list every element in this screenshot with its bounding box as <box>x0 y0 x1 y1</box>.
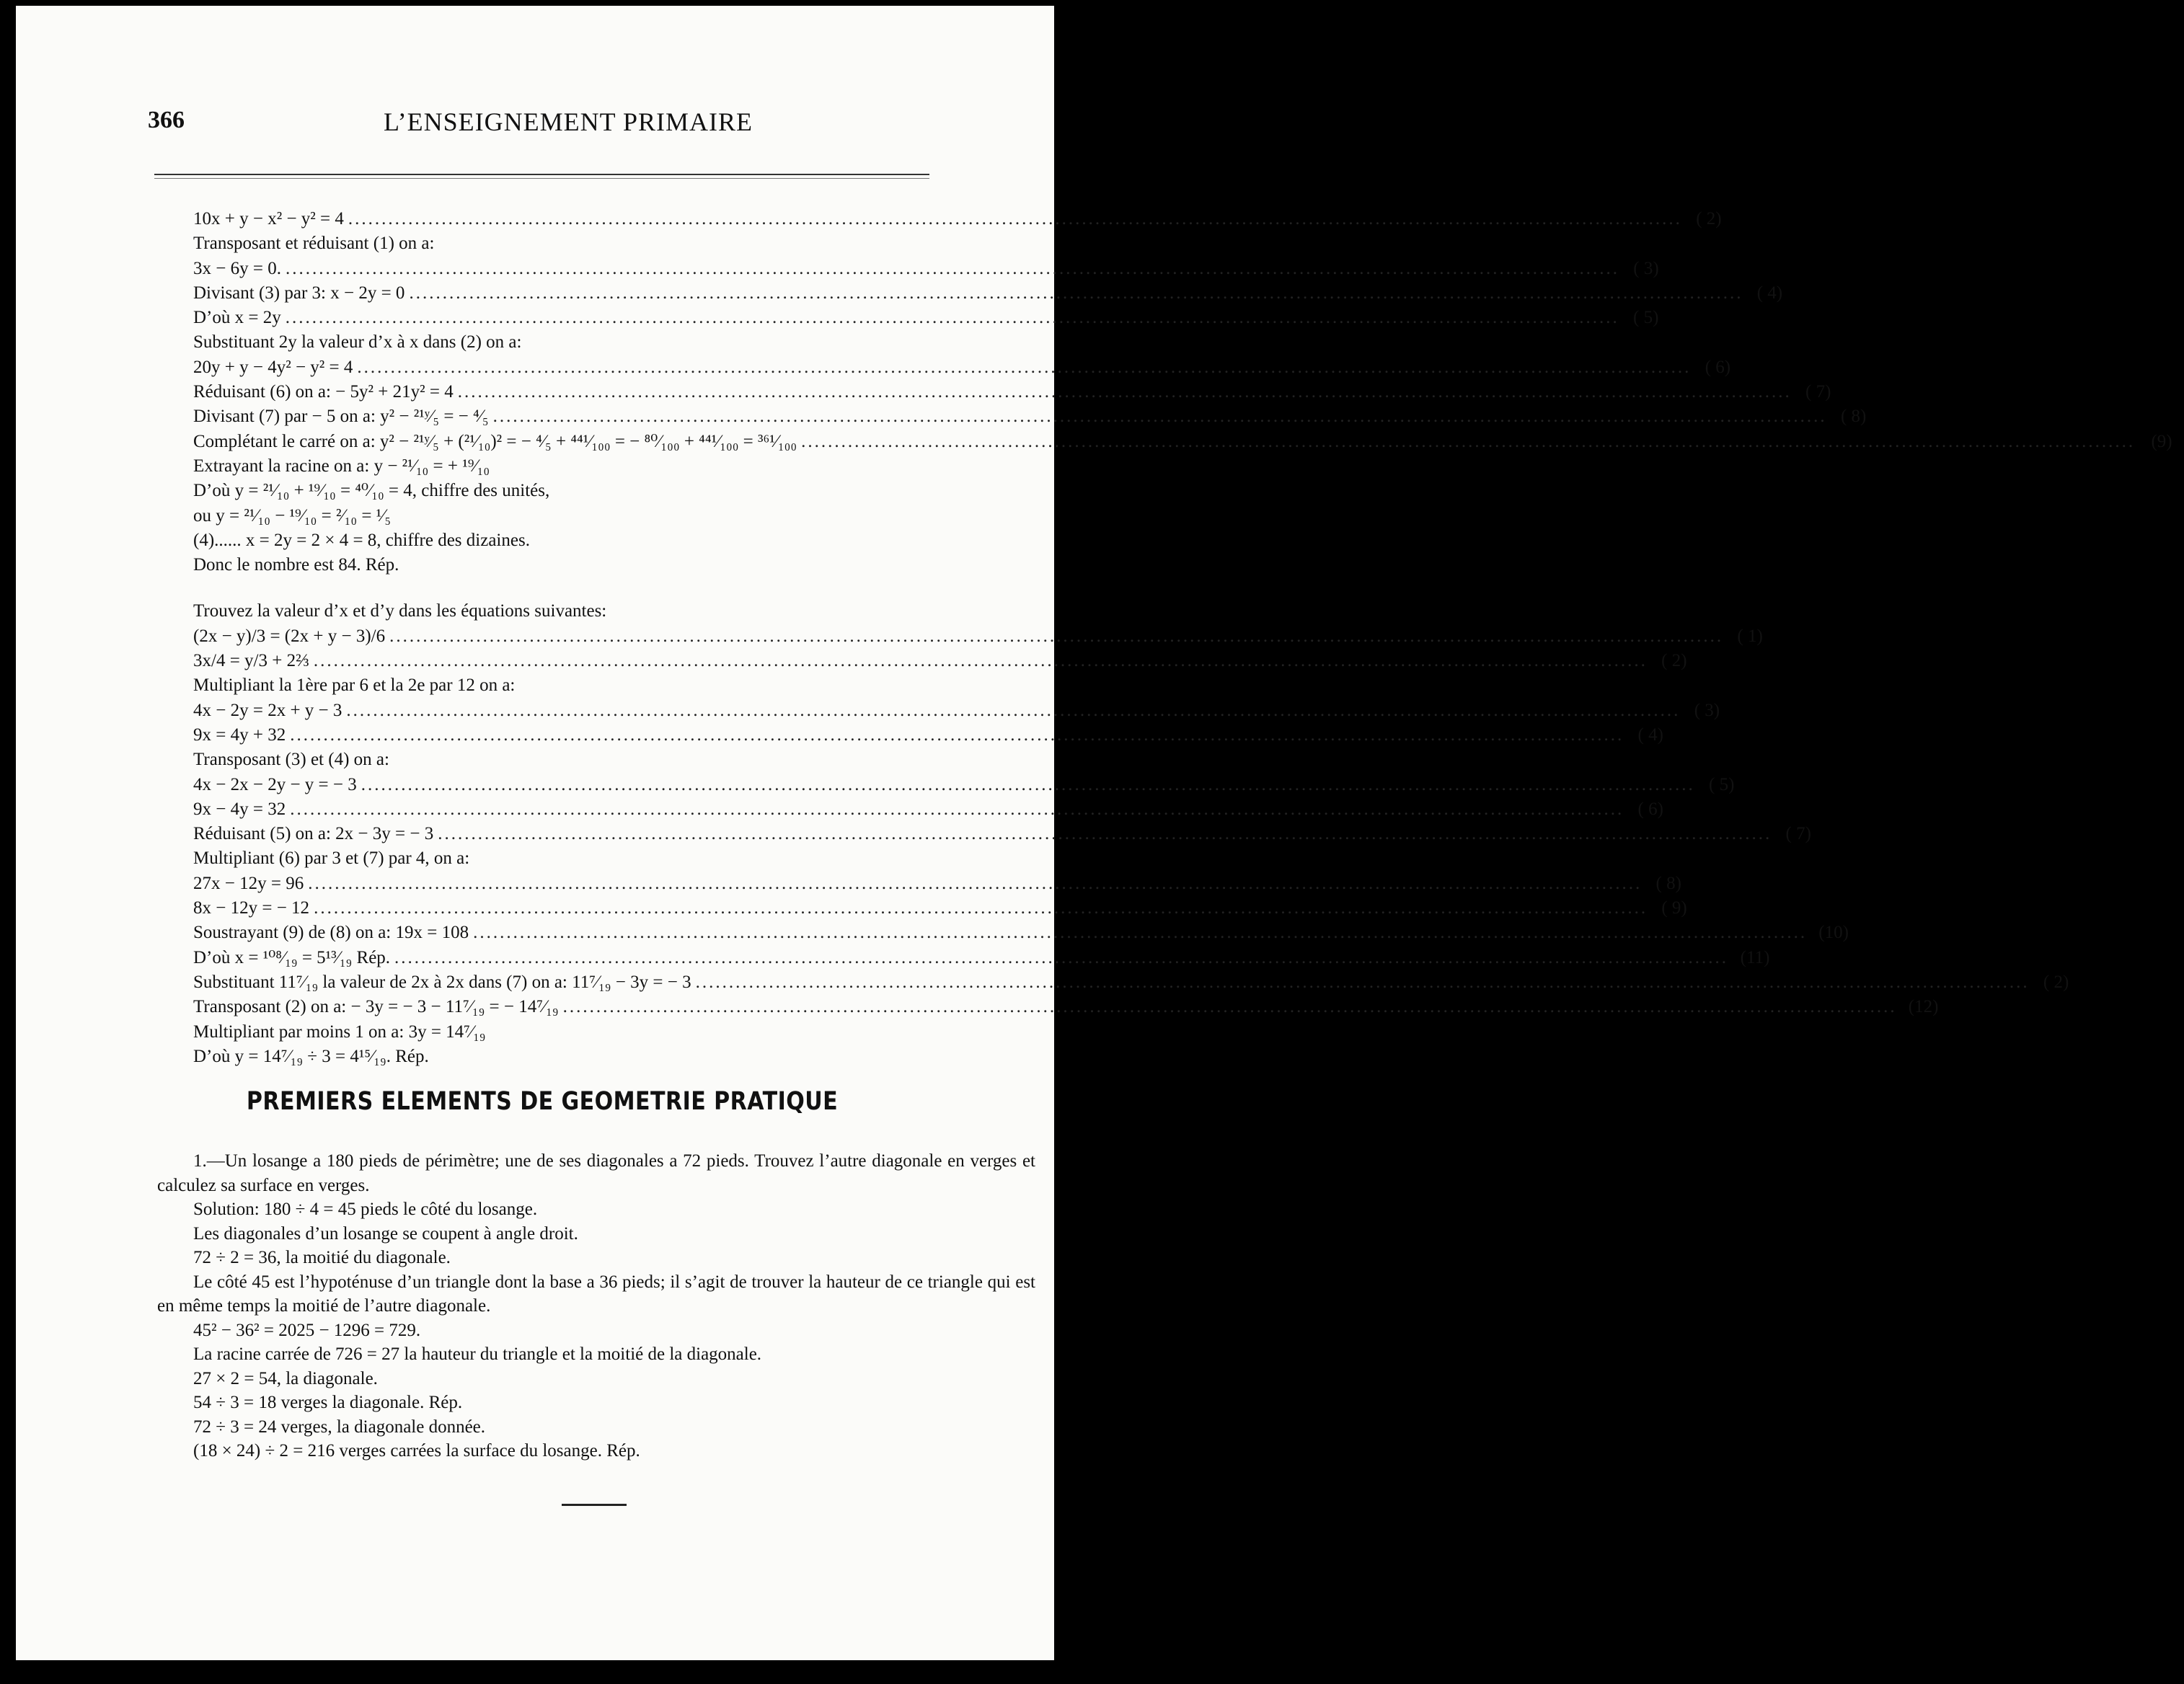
equation-number: (12) <box>1908 997 1939 1017</box>
equation-number: (10) <box>1818 923 1849 943</box>
equation-line <box>193 921 1849 945</box>
equation-number: ( 4) <box>1756 283 1783 303</box>
equation-line <box>193 797 1663 822</box>
line-text: 9x = 4y + 32 <box>193 724 286 745</box>
problem-2-solution <box>193 599 2069 1069</box>
dot-leader: ........................................................................................................................................................................................................ <box>457 382 1792 402</box>
equation-line <box>193 872 1681 896</box>
line-text: 8x − 12y = − 12 <box>193 898 310 918</box>
equation-line <box>193 306 1659 330</box>
equation-number: ( 4) <box>1637 724 1663 745</box>
equation-number: (11) <box>1740 947 1770 967</box>
line-text: Donc le nombre est 84. Rép. <box>193 555 399 575</box>
line-text: Transposant (2) on a: − 3y = − 3 − 11⁷⁄₁₉ = − 14⁷⁄₁₉ <box>193 997 559 1017</box>
equation-line <box>193 1045 936 1069</box>
line-text: Multipliant par moins 1 on a: 3y = 14⁷⁄₁₉ <box>193 1022 486 1042</box>
equation-number: (9) <box>2151 431 2172 451</box>
dot-leader: ........................................................................................................................................................................................................ <box>361 774 1695 794</box>
geometry-paragraph: 54 ÷ 3 = 18 verges la diagonale. Rép. <box>193 1393 463 1412</box>
equation-line <box>193 699 1720 723</box>
equation-line <box>193 404 1867 429</box>
equation-line <box>193 207 1722 231</box>
line-text: (2x − y)/3 = (2x + y − 3)/6 <box>193 626 386 646</box>
line-text: 10x + y − x² − y² = 4 <box>193 209 344 229</box>
dot-leader: ........................................................................................................................................................................................................ <box>492 407 1827 427</box>
line-text: D’où y = ²¹⁄₁₀ + ¹⁹⁄₁₀ = ⁴⁰⁄₁₀ = 4, chiffre des unités, <box>193 481 550 501</box>
equation-number: ( 2) <box>2043 972 2069 992</box>
equation-line <box>193 822 1811 846</box>
line-text: Substituant 11⁷⁄₁₉ la valeur de 2x à 2x dans (7) on a: 11⁷⁄₁₉ − 3y = − 3 <box>193 972 691 992</box>
line-text: Réduisant (5) on a: 2x − 3y = − 3 <box>193 824 434 844</box>
geometry-paragraph: La racine carrée de 726 = 27 la hauteur du triangle et la moitié de la diagonale. <box>193 1344 762 1364</box>
line-text: ou y = ²¹⁄₁₀ − ¹⁹⁄₁₀ = ²⁄₁₀ = ¹⁄₅ <box>193 505 392 526</box>
equation-line <box>193 355 1731 380</box>
equation-number: ( 8) <box>1655 873 1681 893</box>
equation-line <box>193 454 936 479</box>
equation-line <box>193 946 1770 970</box>
geometry-paragraph: Les diagonales d’un losange se coupent à angle droit. <box>193 1223 578 1244</box>
dot-leader: ........................................................................................................................................................................................................ <box>695 972 2030 992</box>
line-text: Extrayant la racine on a: y − ²¹⁄₁₀ = + ¹⁹⁄₁₀ <box>193 456 490 476</box>
equation-line <box>193 231 936 256</box>
geometry-paragraph: Le côté 45 est l’hypoténuse d’un triangle dont la base a 36 pieds; il s’agit de trouver la hauteur de ce triangle qui est en même temps la moitié de l’autre diagonale. <box>157 1272 1035 1316</box>
equation-number: ( 6) <box>1637 799 1663 819</box>
line-text: Divisant (7) par − 5 on a: y² − ²¹ʸ⁄₅ = − ⁴⁄₅ <box>193 407 489 427</box>
line-text: Transposant et réduisant (1) on a: <box>193 234 435 254</box>
equation-line <box>193 723 1663 748</box>
equation-line <box>193 649 1687 673</box>
geometry-paragraph: (18 × 24) ÷ 2 = 216 verges carrées la surface du losange. Rép. <box>193 1441 640 1461</box>
dot-leader: ........................................................................................................................................................................................................ <box>290 724 1624 745</box>
running-title: L’ENSEIGNEMENT PRIMAIRE <box>384 107 753 136</box>
equation-line <box>193 896 1687 921</box>
line-text: (4)...... x = 2y = 2 × 4 = 8, chiffre des dizaines. <box>193 530 530 550</box>
line-text: 3x/4 = y/3 + 2⅔ <box>193 651 309 671</box>
dot-leader: ........................................................................................................................................................................................................ <box>314 898 1648 918</box>
line-text: 9x − 4y = 32 <box>193 799 286 819</box>
header-rule-thin <box>154 178 929 179</box>
equation-number: ( 5) <box>1633 308 1659 328</box>
line-text: Substituant 2y la valeur d’x à x dans (2) on a: <box>193 332 522 353</box>
line-text: Trouvez la valeur d’x et d’y dans les équations suivantes: <box>193 601 607 621</box>
equation-line <box>193 553 936 577</box>
line-text: D’où x = 2y <box>193 308 281 328</box>
dot-leader: ........................................................................................................................................................................................................ <box>473 923 1808 943</box>
equation-lines <box>193 207 2172 1069</box>
dot-leader: ........................................................................................................................................................................................................ <box>801 431 2136 451</box>
page-header <box>16 107 1054 150</box>
equation-line <box>193 970 2069 995</box>
line-text: D’où x = ¹⁰⁸⁄₁₉ = 5¹³⁄₁₉ Rép. <box>193 947 391 967</box>
dot-leader: ........................................................................................................................................................................................................ <box>313 651 1648 671</box>
equation-line <box>193 528 936 553</box>
equation-line <box>193 599 936 624</box>
equation-line <box>193 430 2172 454</box>
dot-leader: ........................................................................................................................................................................................................ <box>348 209 1682 229</box>
dot-leader: ........................................................................................................................................................................................................ <box>308 873 1643 893</box>
equation-number: ( 1) <box>1737 626 1763 646</box>
geometry-paragraph: 27 × 2 = 54, la diagonale. <box>193 1368 378 1388</box>
equation-number: ( 2) <box>1696 209 1722 229</box>
line-text: 3x − 6y = 0. <box>193 258 281 278</box>
line-text: 4x − 2x − 2y − y = − 3 <box>193 774 357 794</box>
equation-number: ( 9) <box>1661 898 1687 918</box>
equation-number: ( 8) <box>1840 407 1867 427</box>
equation-line <box>193 330 936 355</box>
geometry-paragraph: 72 ÷ 3 = 24 verges, la diagonale donnée. <box>193 1417 486 1437</box>
dot-leader: ........................................................................................................................................................................................................ <box>285 258 1619 278</box>
equation-line <box>193 504 936 528</box>
line-text: 4x − 2y = 2x + y − 3 <box>193 700 342 720</box>
dot-leader: ........................................................................................................................................................................................................ <box>409 283 1743 303</box>
equation-line <box>193 1020 936 1045</box>
problem-1-solution <box>193 207 2172 577</box>
line-text: Réduisant (6) on a: − 5y² + 21y² = 4 <box>193 382 454 402</box>
dot-leader: ........................................................................................................................................................................................................ <box>346 700 1681 720</box>
book-page <box>16 6 2172 1660</box>
line-text: Complétant le carré on a: y² − ²¹ʸ⁄₅ + (²¹⁄₁₀)² = − ⁴⁄₅ + ⁴⁴¹⁄₁₀₀ = − ⁸⁰⁄₁₀₀ + ⁴⁴¹⁄₁₀₀ = ³⁶¹⁄₁₀₀ <box>193 431 797 451</box>
geometry-paragraph: 45² − 36² = 2025 − 1296 = 729. <box>193 1320 421 1340</box>
equation-line <box>193 846 936 871</box>
line-text: Divisant (3) par 3: x − 2y = 0 <box>193 283 405 303</box>
line-text: Transposant (3) et (4) on a: <box>193 750 389 770</box>
line-text: Multipliant (6) par 3 et (7) par 4, on a: <box>193 848 470 869</box>
line-text: D’où y = 14⁷⁄₁₉ ÷ 3 = 4¹⁵⁄₁₉. Rép. <box>193 1046 429 1066</box>
equation-line <box>193 773 1735 797</box>
page-number: 366 <box>148 107 185 133</box>
equation-number: ( 3) <box>1633 258 1659 278</box>
section-title: PREMIERS ELEMENTS DE GEOMETRIE PRATIQUE <box>246 1087 839 1116</box>
equation-number: ( 3) <box>1694 700 1720 720</box>
line-text: Multipliant la 1ère par 6 et la 2e par 12 on a: <box>193 675 516 696</box>
equation-number: ( 7) <box>1785 824 1811 844</box>
spacer <box>193 577 936 599</box>
equation-line <box>193 748 936 772</box>
equation-number: ( 6) <box>1705 357 1731 377</box>
equation-number: ( 2) <box>1661 651 1687 671</box>
line-text: Soustrayant (9) de (8) on a: 19x = 108 <box>193 923 469 943</box>
geometry-paragraph: Solution: 180 ÷ 4 = 45 pieds le côté du losange. <box>193 1200 538 1219</box>
line-text: 20y + y − 4y² − y² = 4 <box>193 357 353 377</box>
equation-line <box>193 257 1659 281</box>
geometry-paragraph: 1.—Un losange a 180 pieds de périmètre; une de ses diagonales a 72 pieds. Trouvez l’autre diagonale en verges et calculez sa surface en verges. <box>157 1151 1035 1195</box>
equation-line <box>193 281 1783 306</box>
equation-line <box>193 673 936 698</box>
dot-leader: ........................................................................................................................................................................................................ <box>394 947 1729 967</box>
dot-leader: ........................................................................................................................................................................................................ <box>562 997 1897 1017</box>
header-rule <box>154 174 929 175</box>
equation-number: ( 5) <box>1709 774 1735 794</box>
equation-line <box>193 624 1763 649</box>
line-text: 27x − 12y = 96 <box>193 873 304 893</box>
equation-line <box>193 995 1939 1019</box>
dot-leader: ........................................................................................................................................................................................................ <box>389 626 1724 646</box>
dot-leader: ........................................................................................................................................................................................................ <box>357 357 1692 377</box>
dot-leader: ........................................................................................................................................................................................................ <box>290 799 1624 819</box>
dot-leader: ........................................................................................................................................................................................................ <box>438 824 1772 844</box>
dot-leader: ........................................................................................................................................................................................................ <box>285 308 1619 328</box>
end-rule <box>562 1504 627 1506</box>
geometry-paragraph: 72 ÷ 2 = 36, la moitié du diagonale. <box>193 1248 451 1267</box>
equation-number: ( 7) <box>1805 382 1831 402</box>
equation-line <box>193 479 936 503</box>
geometry-problem <box>157 1149 1035 1463</box>
equation-line <box>193 380 1831 404</box>
